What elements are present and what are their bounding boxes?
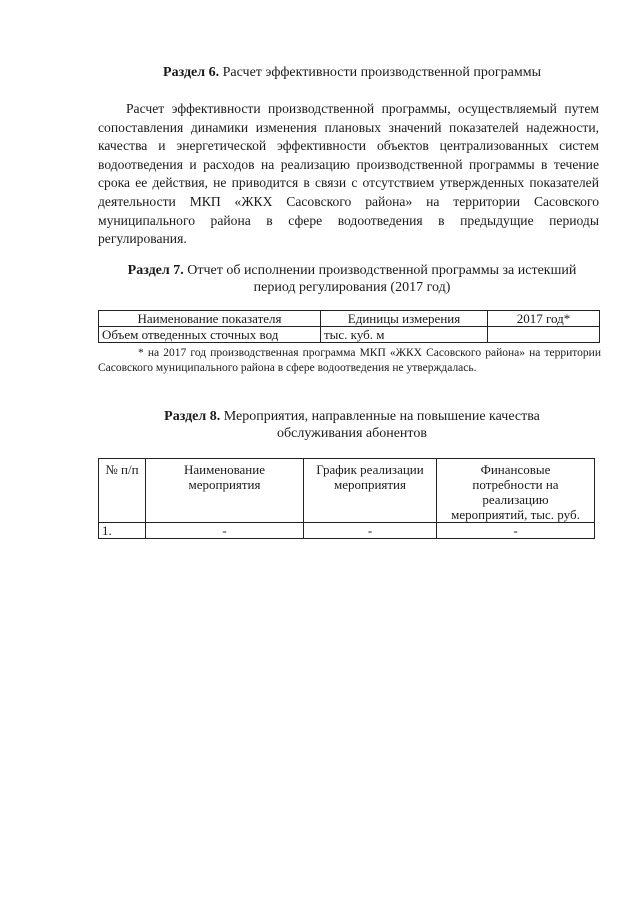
- section8-table: [98, 458, 595, 539]
- cell-financing: -: [437, 523, 595, 539]
- section6-title: Расчет эффективности производственной программы: [222, 65, 541, 80]
- cell-value: [488, 327, 600, 343]
- section6-paragraph: Расчет эффективности производственной программы, осуществляемый путем сопоставления динамики изменения плановых значений показателей надежности, качества и энергетической эффективности объектов централизованных систем водоотведения и расходов на реализацию производственной программы в течение срока ее действия, не приводится в связи с отсутствием утвержденных показателей деятельности МКП «ЖКХ Сасовского района» на территории Сасовского муниципального района в сфере водоотведения в предыдущие периоды регулирования.: [98, 101, 599, 247]
- header-cell-indicator: Наименование показателя: [99, 311, 321, 327]
- section7-title-line1: Отчет об исполнении производственной программы за истекший: [187, 263, 577, 278]
- cell-unit: тыс. куб. м: [321, 327, 488, 343]
- header-cell-unit: Единицы измерения: [321, 311, 488, 327]
- header-cell-year: 2017 год*: [488, 311, 600, 327]
- section6-label: Раздел 6.: [163, 65, 220, 80]
- table-row: [99, 523, 595, 539]
- table-row: [99, 327, 600, 343]
- section8-label: Раздел 8.: [164, 409, 221, 424]
- section7-title-line2: период регулирования (2017 год): [253, 280, 451, 295]
- section7-table: [98, 310, 600, 343]
- section7-heading: [96, 262, 608, 296]
- cell-indicator: Объем отведенных сточных вод: [99, 327, 321, 343]
- header-cell-number: № п/п: [99, 459, 146, 523]
- section6-heading: [96, 64, 608, 81]
- table-header-row: [99, 459, 595, 523]
- cell-activity: -: [146, 523, 304, 539]
- header-cell-schedule: График реализации мероприятия: [304, 459, 437, 523]
- cell-schedule: -: [304, 523, 437, 539]
- section8-heading: [96, 408, 608, 442]
- table-header-row: [99, 311, 600, 327]
- section7-footnote: * на 2017 год производственная программа МКП «ЖКХ Сасовского района» на территории Сасовского муниципального района в сфере водоотведения не утверждалась.: [98, 347, 601, 374]
- header-cell-financing: Финансовые потребности на реализацию мероприятий, тыс. руб.: [437, 459, 595, 523]
- header-cell-activity: Наименование мероприятия: [146, 459, 304, 523]
- cell-number: 1.: [99, 523, 146, 539]
- section8-title-line2: обслуживания абонентов: [277, 426, 427, 441]
- section8-title-line1: Мероприятия, направленные на повышение качества: [223, 409, 540, 424]
- section7-label: Раздел 7.: [127, 263, 184, 278]
